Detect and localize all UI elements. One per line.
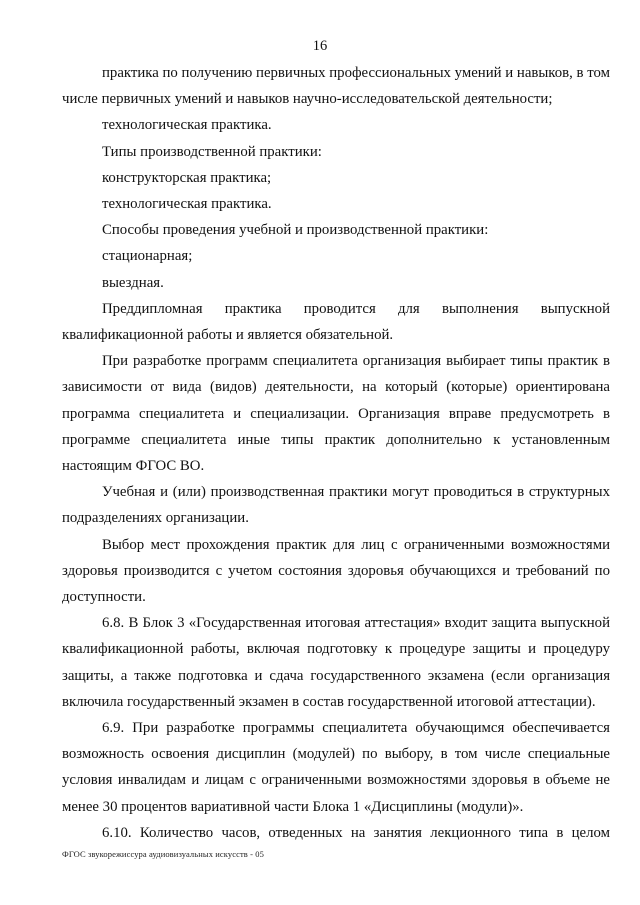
list-item-field: выездная. [102, 274, 164, 291]
list-item-technological-practice: технологическая практика. [102, 117, 272, 134]
paragraph-structural-units: Учебная и (или) производственная практики могут проводиться в структурных подразделениях организации. [62, 484, 610, 527]
list-item-stationary: стационарная; [102, 248, 193, 265]
paragraph-disability-places: Выбор мест прохождения практик для лиц с ограниченными возможностями здоровья производится с учетом состояния здоровья обучающихся и требований по доступности. [62, 536, 610, 606]
paragraph-practice-types: практика по получению первичных профессиональных умений и навыков, в том числе первичных умений и навыков научно-исследовательской деятельности; [62, 65, 610, 108]
list-item-technological-practice-2: технологическая практика. [102, 196, 272, 213]
paragraph-6-8: 6.8. В Блок 3 «Государственная итоговая аттестация» входит защита выпускной квалификационной работы, включая подготовку к процедуре защиты и процедуру защиты, а также подготовка и сдача государственного экзамена (если организация включила государственный экзамен в состав государственной итоговой аттестации). [62, 615, 610, 710]
paragraph-6-10: 6.10. Количество часов, отведенных на занятия лекционного типа в целом [102, 824, 610, 841]
paragraph-program-development: При разработке программ специалитета организация выбирает типы практик в зависимости от вида (видов) деятельности, на который (которые) ориентирована программа специалитета и специализации. Организация вправе предусмотреть в программе специалитета иные типы практик дополнительно к установленным настоящим ФГОС ВО. [62, 353, 610, 475]
footer-note: ФГОС звукорежиссура аудиовизуальных искусств - 05 [62, 849, 265, 859]
heading-production-practice-types: Типы производственной практики: [102, 143, 322, 160]
heading-practice-methods: Способы проведения учебной и производственной практики: [102, 222, 489, 239]
page-number: 16 [312, 38, 328, 54]
paragraph-prediploma-practice: Преддипломная практика проводится для выполнения выпускной квалификационной работы и является обязательной. [62, 300, 610, 344]
paragraph-6-9: 6.9. При разработке программы специалитета обучающимся обеспечивается возможность освоения дисциплин (модулей) по выбору, в том числе специальные условия инвалидам и лицам с ограниченными возможностями здоровья в объеме не менее 30 процентов вариативной части Блока 1 «Дисциплины (модули)». [62, 720, 610, 815]
list-item-design-practice: конструкторская практика; [102, 169, 272, 186]
body-text [62, 60, 610, 846]
